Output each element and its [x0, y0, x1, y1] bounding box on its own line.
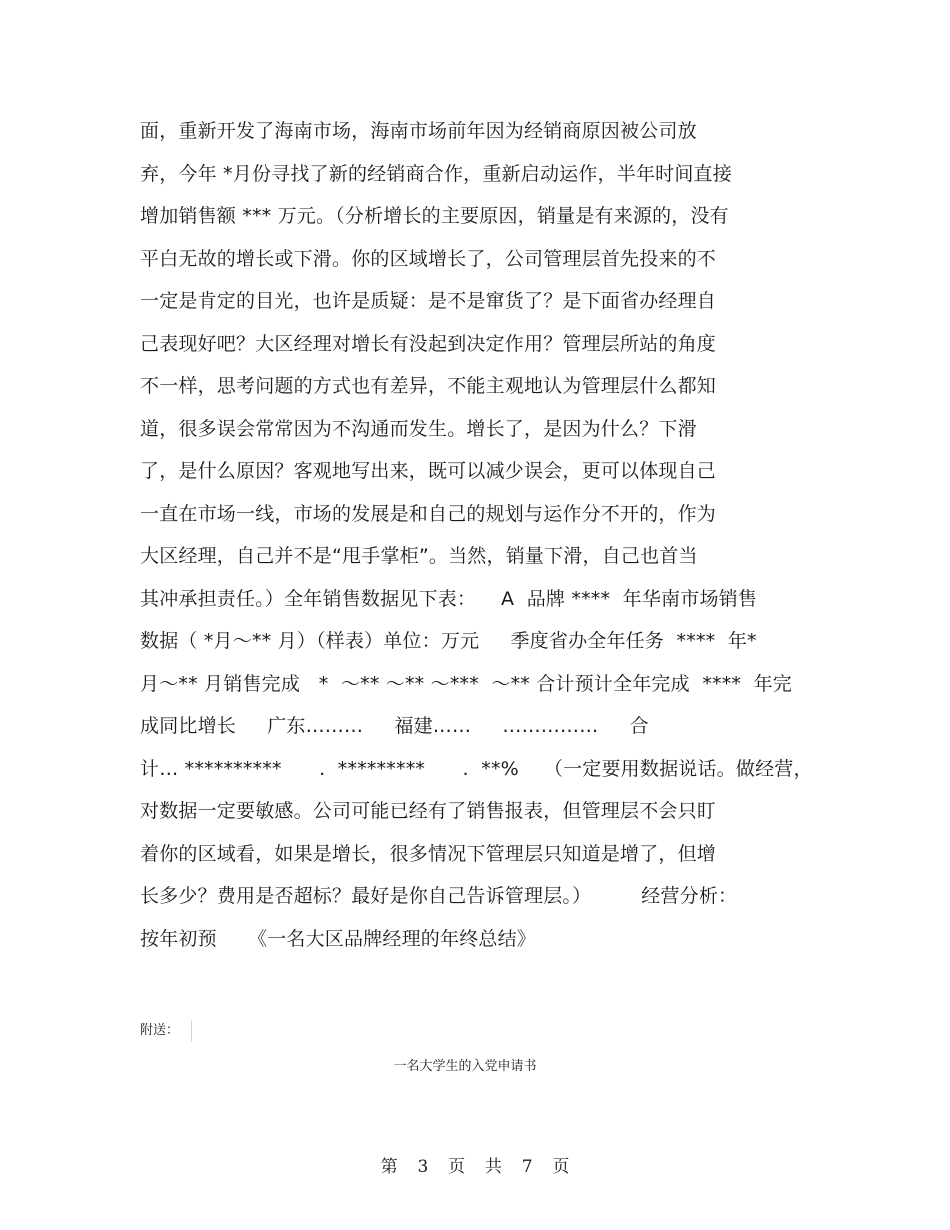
- page-number-word: 页: [448, 1157, 466, 1177]
- page-number-prefix: 第: [380, 1157, 398, 1177]
- body-text: [140, 110, 820, 960]
- appendix-row: [140, 1020, 192, 1042]
- text-line: 道，很多误会常常因为不沟通而发生。增长了，是因为什么？下滑: [140, 417, 697, 440]
- appendix-title: 一名大学生的入党申请书: [393, 1059, 537, 1074]
- text-line: 不一样，思考问题的方式也有差异，不能主观地认为管理层什么都知: [140, 375, 717, 397]
- text-line: 对数据一定要敏感。公司可能已经有了销售报表，但管理层不会只盯: [140, 800, 717, 822]
- current-page: 3: [417, 1157, 429, 1177]
- text-line: 弃，今年 *月份寻找了新的经销商合作，重新启动运作，半年时间直接: [140, 162, 732, 185]
- text-line: 己表现好吧？大区经理对增长有没起到决定作用？管理层所站的角度: [140, 332, 717, 355]
- text-line: 数据（ *月～** 月）（样表）单位：万元 季度省办全年任务 **** 年*: [140, 630, 757, 652]
- text-line: 月～** 月销售完成 * ～** ～** ～*** ～** 合计预计全年完成 **** 年完: [140, 672, 792, 695]
- text-line: 其冲承担责任。）全年销售数据见下表： A 品牌 **** 年华南市场销售: [140, 587, 758, 610]
- page-number-suffix: 页: [552, 1157, 570, 1177]
- text-line: 按年初预 《一名大区品牌经理的年终总结》: [140, 927, 536, 950]
- text-line: 面，重新开发了海南市场，海南市场前年因为经销商原因被公司放: [140, 120, 697, 142]
- text-line: 成同比增长 广东……… 福建…… …………… 合: [140, 715, 649, 737]
- appendix-label: 附送：: [140, 1023, 180, 1038]
- text-line: 平白无故的增长或下滑。你的区域增长了，公司管理层首先投来的不: [140, 247, 717, 270]
- text-line: 大区经理，自己并不是“甩手掌柜”。当然，销量下滑，自己也首当: [140, 545, 698, 567]
- text-line: 增加销售额 *** 万元。（分析增长的主要原因，销量是有来源的，没有: [140, 205, 729, 227]
- appendix-divider: [191, 1020, 192, 1042]
- page-number: [0, 1152, 950, 1177]
- text-line: 了，是什么原因？客观地写出来，既可以减少误会，更可以体现自己: [140, 460, 717, 482]
- page-number-total-word: 共: [484, 1157, 502, 1177]
- text-line: 一直在市场一线，市场的发展是和自己的规划与运作分不开的，作为: [140, 502, 717, 525]
- total-pages: 7: [521, 1157, 533, 1177]
- text-line: 着你的区域看，如果是增长，很多情况下管理层只知道是增了，但增: [140, 842, 717, 865]
- text-line: 计… ********** . ********* . **% （一定要用数据说话。做经营，: [140, 757, 813, 780]
- text-line: 一定是肯定的目光，也许是质疑：是不是窜货了？是下面省办经理自: [140, 290, 717, 312]
- text-line: 长多少？费用是否超标？最好是你自己告诉管理层。） 经营分析：: [140, 885, 738, 907]
